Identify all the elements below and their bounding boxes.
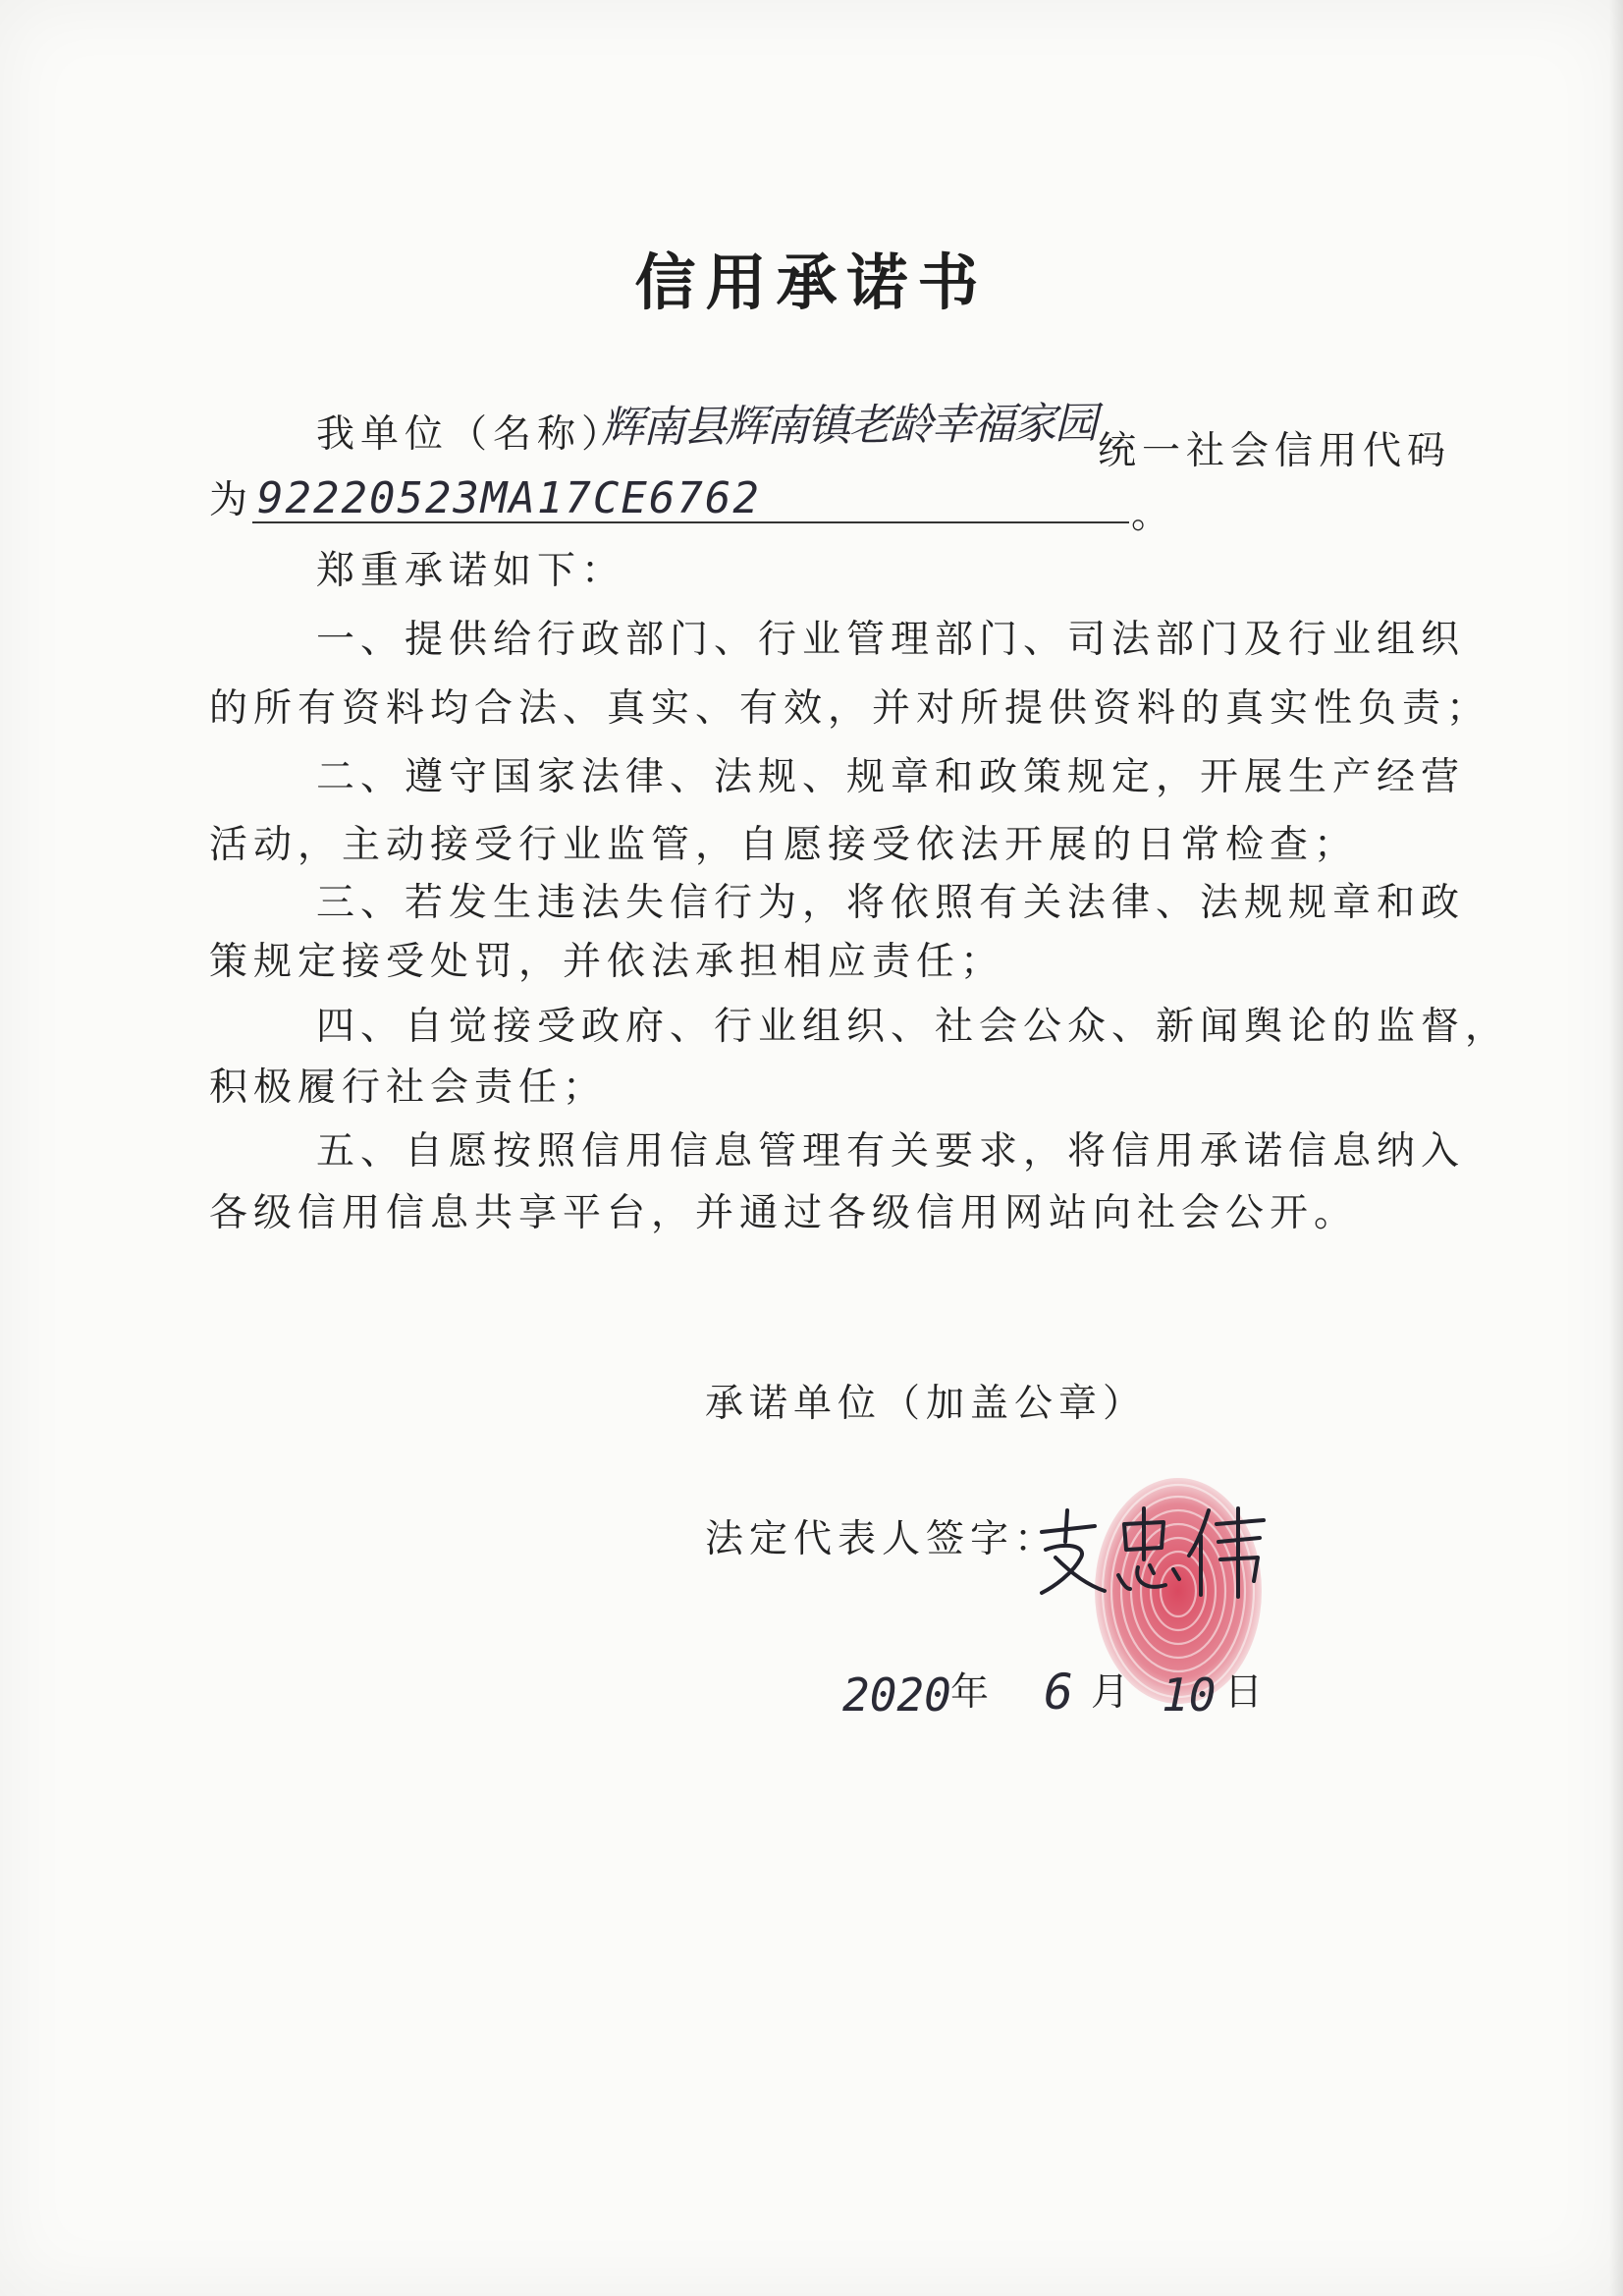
date-month: 6 bbox=[1044, 1664, 1074, 1721]
date-month-char: 月 bbox=[1091, 1670, 1136, 1715]
item-3-line-2: 策规定接受处罚，并依法承担相应责任； bbox=[209, 940, 1005, 984]
credit-code-underline bbox=[252, 521, 1129, 523]
item-5-line-1: 五、自愿按照信用信息管理有关要求，将信用承诺信息纳入 bbox=[316, 1129, 1466, 1174]
unit-name-handwritten: 辉南县辉南镇老龄幸福家园 bbox=[600, 398, 1097, 454]
item-3-line-1: 三、若发生违法失信行为，将依照有关法律、法规规章和政 bbox=[316, 881, 1466, 925]
signature-handwritten bbox=[1036, 1503, 1271, 1601]
item-1-line-1: 一、提供给行政部门、行业管理部门、司法部门及行业组织 bbox=[316, 618, 1466, 662]
code-prefix: 为 bbox=[209, 478, 254, 522]
item-4-line-1: 四、自觉接受政府、行业组织、社会公众、新闻舆论的监督， bbox=[316, 1005, 1510, 1049]
intro-prefix: 我单位（名称） bbox=[316, 412, 626, 457]
credit-code-handwritten: 92220523MA17CE6762 bbox=[257, 473, 761, 523]
item-5-line-2: 各级信用信息共享平台，并通过各级信用网站向社会公开。 bbox=[209, 1191, 1359, 1235]
signature-label: 法定代表人签字： bbox=[705, 1517, 1059, 1561]
solemn-statement: 郑重承诺如下： bbox=[316, 549, 626, 593]
page-edge-shadow bbox=[1609, 0, 1623, 2296]
item-4-line-2: 积极履行社会责任； bbox=[209, 1066, 608, 1110]
date-year: 2020 bbox=[842, 1668, 951, 1722]
seal-line: 承诺单位（加盖公章） bbox=[705, 1382, 1148, 1426]
item-2-line-1: 二、遵守国家法律、法规、规章和政策规定，开展生产经营 bbox=[316, 755, 1466, 799]
date-day-char: 日 bbox=[1224, 1670, 1270, 1715]
item-1-line-2: 的所有资料均合法、真实、有效，并对所提供资料的真实性负责； bbox=[209, 686, 1491, 731]
item-2-line-2: 活动，主动接受行业监管，自愿接受依法开展的日常检查； bbox=[209, 823, 1359, 867]
code-end: 。 bbox=[1131, 493, 1176, 537]
date-year-char: 年 bbox=[950, 1670, 996, 1715]
intro-suffix: 统一社会信用代码 bbox=[1098, 429, 1452, 473]
date-day: 10 bbox=[1162, 1668, 1217, 1722]
document-title: 信用承诺书 bbox=[634, 246, 989, 318]
